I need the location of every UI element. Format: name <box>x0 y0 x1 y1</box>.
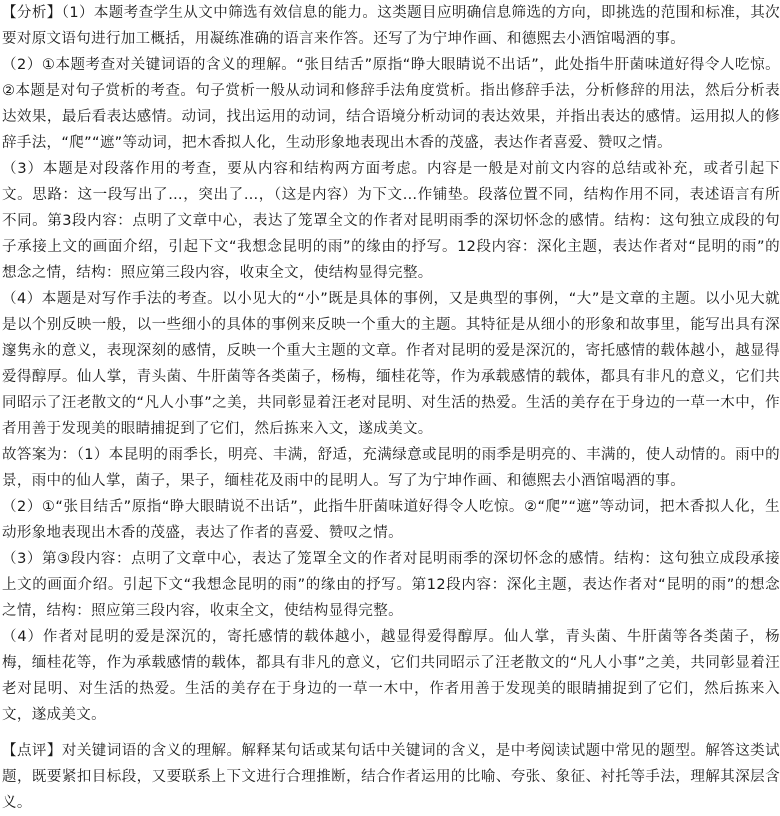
comment-paragraph: 【点评】对关键词语的含义的理解。解释某句话或某句话中关键词的含义，是中考阅读试题中常见的题型。解答这类试题，既要紧扣目标段，又要联系上下文进行合理推断，结合作者运用的比喻、夸张、象征、衬托等手法，理解其深层含义。 <box>2 743 780 811</box>
analysis-intro-paragraph: 【分析】（1）本题考查学生从文中筛选有效信息的能力。这类题目应明确信息筛选的方向，即挑选的范围和标准，其次要对原文语句进行加工概括，用凝练准确的语言来作答。还写了为宁坤作画、和德熙去小酒馆喝酒的事。 <box>2 5 780 47</box>
answer-question-3-paragraph: （3）第③段内容：点明了文章中心，表达了笼罩全文的作者对昆明雨季的深切怀念的感情。结构：这句独立成段承接上文的画面介绍。引起下文“我想念昆明的雨”的缘由的抒写。第12段内容：深化主题，表达作者对“昆明的雨”的想念之情，结构：照应第三段内容，收束全文，使结构显得完整。 <box>2 551 780 619</box>
section-spacer <box>2 728 780 738</box>
analysis-question-3-paragraph: （3）本题是对段落作用的考查，要从内容和结构两方面考虑。内容是一般是对前文内容的总结或补充，或者引起下文。思路：这一段写出了…，突出了…，（这是内容）为下文…作铺垫。段落位置不同，结构作用不同，表述语言有所不同。第3段内容：点明了文章中心，表达了笼罩全文的作者对昆明雨季的深切怀念的感情。结构：这句独立成段的句子承接上文的画面介绍，引起下文“我想念昆明的雨”的缘由的抒写。12段内容：深化主题，表达作者对“昆明的雨”的想念之情，结构：照应第三段内容，收束全文，使结构显得完整。 <box>2 161 780 281</box>
answer-question-4-paragraph: （4）作者对昆明的爱是深沉的，寄托感情的载体越小，越显得爱得醇厚。仙人掌，青头菌、牛肝菌等各类菌子，杨梅，缅桂花等，作为承载感情的载体，都具有非凡的意义，它们共同昭示了汪老散文的“凡人小事”之美，共同彰显着汪老对昆明、对生活的热爱。生活的美存在于身边的一草一木中，作者用善于发现美的眼睛捕捉到了它们，然后拣来入文，遂成美文。 <box>2 629 780 723</box>
answer-question-2-paragraph: （2）①“张目结舌”原指“睁大眼睛说不出话”，此指牛肝菌味道好得令人吃惊。②“爬”“遮”等动词，把木香拟人化，生动形象地表现出木香的茂盛，表达了作者的喜爱、赞叹之情。 <box>2 499 780 541</box>
analysis-question-2-paragraph: （2）①本题考查对关键词语的含义的理解。“张目结舌”原指“睁大眼睛说不出话”，此处指牛肝菌味道好得令人吃惊。②本题是对句子赏析的考查。句子赏析一般从动词和修辞手法角度赏析。指出修辞手法，分析修辞的用法，然后分析表达效果，最后看表达感情。动词，找出运用的动词，结合语境分析动词的表达效果，并指出表达的感情。运用拟人的修辞手法，“爬”“遮”等动词，把木香拟人化，生动形象地表现出木香的茂盛，表达作者喜爱、赞叹之情。 <box>2 57 780 151</box>
analysis-question-4-paragraph: （4）本题是对写作手法的考查。以小见大的“小”既是具体的事例，又是典型的事例，“大”是文章的主题。以小见大就是以个别反映一般，以一些细小的具体的事例来反映一个重大的主题。其特征是从细小的形象和故事里，能写出具有深邃隽永的意义，表现深刻的感情，反映一个重大主题的文章。作者对昆明的爱是深沉的，寄托感情的载体越小，越显得爱得醇厚。仙人掌，青头菌、牛肝菌等各类菌子，杨梅，缅桂花等，作为承载感情的载体，都具有非凡的意义，它们共同昭示了汪老散文的“凡人小事”之美，共同彰显着汪老对昆明、对生活的热爱。生活的美存在于身边的一草一木中，作者用善于发现美的眼睛捕捉到了它们，然后拣来入文，遂成美文。 <box>2 291 780 437</box>
answer-question-1-paragraph: 故答案为：（1）本昆明的雨季长，明亮、丰满，舒适，充满绿意或昆明的雨季是明亮的、丰满的，使人动情的。雨中的景，雨中的仙人掌，菌子，果子，缅桂花及雨中的昆明人。写了为宁坤作画、和德熙去小酒馆喝酒的事。 <box>2 447 780 489</box>
